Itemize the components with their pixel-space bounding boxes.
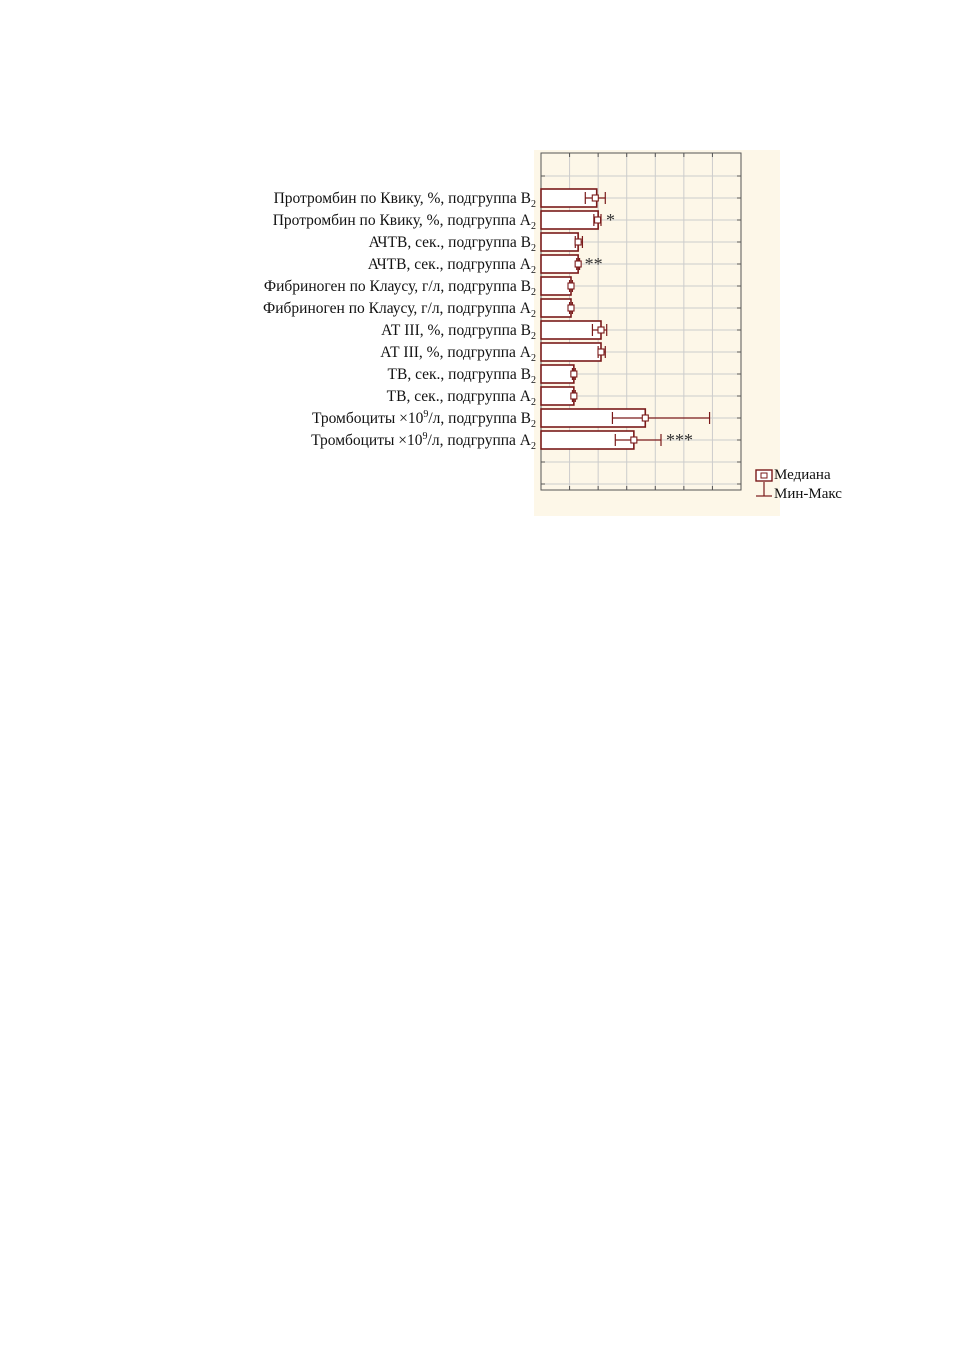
median-marker	[631, 437, 637, 443]
legend-item-median	[756, 467, 831, 483]
bar	[541, 233, 578, 251]
median-marker	[568, 305, 574, 311]
legend-label-median: Медиана	[774, 467, 831, 483]
category-label: Тромбоциты $\times 10^9/л$, подгруппа $В_2$	[311, 409, 536, 430]
median-marker	[592, 195, 598, 201]
legend-label-min-max: Мин-Макс	[774, 486, 842, 502]
bar	[541, 387, 574, 405]
median-marker	[595, 217, 601, 223]
category-label: Протромбин по Квику, %, подгруппа $А_2$	[272, 212, 536, 232]
median-marker	[568, 283, 574, 289]
median-marker	[571, 371, 577, 377]
category-label: Тромбоциты $\times 10^9/л$, подгруппа $А_2$	[311, 431, 536, 452]
bar	[541, 211, 598, 229]
median-box-icon-inner	[761, 473, 767, 478]
median-marker	[642, 415, 648, 421]
significance-mark: *	[606, 210, 615, 230]
median-marker	[575, 261, 581, 267]
bar	[541, 365, 574, 383]
bar	[541, 255, 578, 273]
median-marker	[598, 327, 604, 333]
significance-mark: **	[584, 254, 603, 274]
bar	[541, 299, 571, 317]
significance-mark: ***	[666, 430, 693, 450]
median-marker	[598, 349, 604, 355]
category-label: АТ III, %, подгруппа $В_2$	[381, 322, 536, 342]
bar	[541, 343, 601, 361]
category-label: Фибриноген по Клаусу, г/л, подгруппа $В_2$	[263, 278, 536, 298]
chart	[0, 0, 954, 600]
category-label: Протромбин по Квику, %, подгруппа $В_2$	[273, 190, 536, 210]
category-label: ТВ, сек., подгруппа $В_2$	[387, 366, 536, 386]
category-label: АТ III, %, подгруппа $А_2$	[380, 344, 536, 364]
median-marker	[571, 393, 577, 399]
category-label: АЧТВ, сек., подгруппа $В_2$	[368, 234, 536, 254]
median-marker	[575, 239, 581, 245]
category-label: АЧТВ, сек., подгруппа $А_2$	[367, 256, 536, 276]
bar	[541, 277, 571, 295]
category-label: Фибриноген по Клаусу, г/л, подгруппа $А_2$	[262, 300, 536, 320]
category-label: ТВ, сек., подгруппа $А_2$	[386, 388, 536, 408]
category-labels	[263, 190, 536, 452]
